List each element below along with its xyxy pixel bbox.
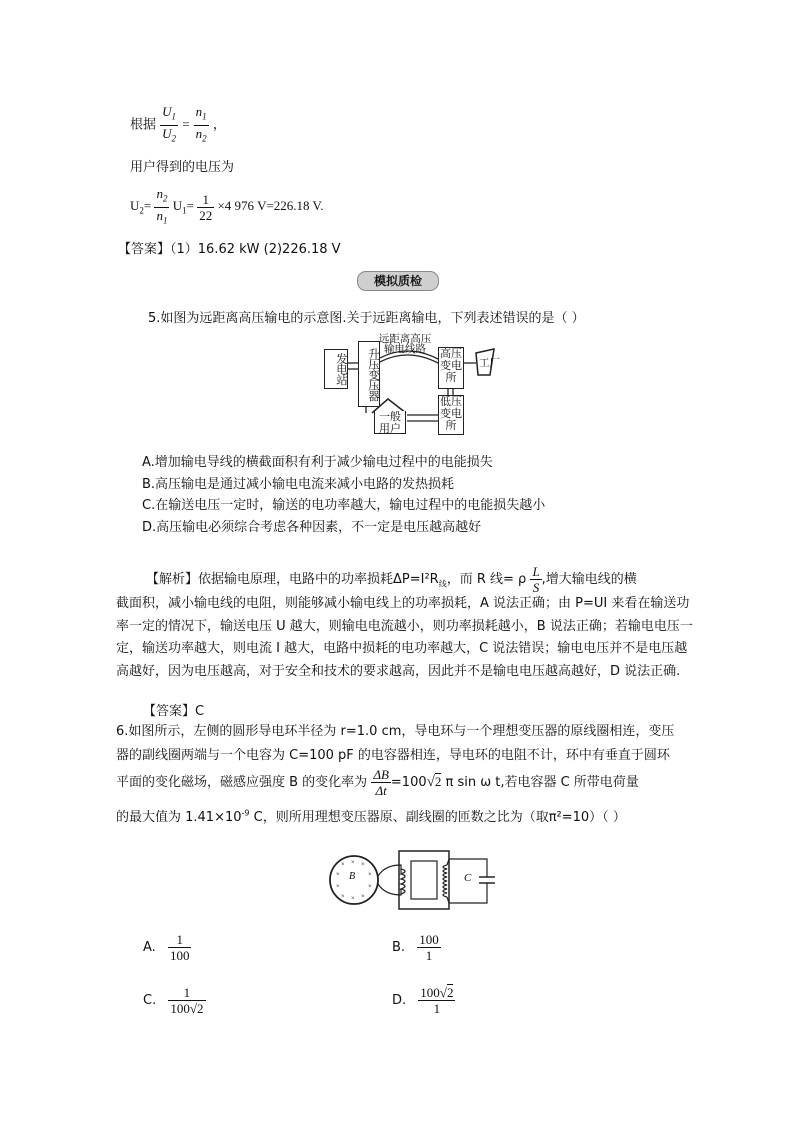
num: 1 — [168, 932, 192, 948]
option-fraction — [168, 932, 192, 963]
den: Δt — [375, 783, 387, 798]
factory-label: 工厂 — [479, 358, 500, 369]
q6-text: C，则所用理想变压器原、副线圈的匝数之比为（取π²=10）（ ） — [249, 810, 626, 825]
u1: U — [169, 198, 183, 214]
option-label: D. — [392, 993, 407, 1008]
sub: 2 — [139, 205, 144, 216]
sqrt-arg: 2 — [197, 1001, 204, 1016]
fraction-u1-u2 — [160, 104, 178, 146]
equals: = — [182, 116, 190, 132]
hv-substation-box: 高压变电所 — [438, 347, 464, 389]
option-label: A. — [143, 940, 156, 955]
sub: 1 — [171, 111, 177, 122]
option-fraction: $\frac{1}{100√2}$ — [170, 985, 204, 1016]
svg-text:×: × — [368, 884, 372, 890]
general-user-box: 一般用户 — [374, 411, 406, 434]
svg-text:×: × — [341, 862, 345, 868]
fraction-n1-n2 — [194, 104, 209, 146]
q6-option-b — [392, 932, 441, 963]
badge-label: 模拟质检 — [357, 271, 439, 291]
q5-analysis-body: 截面积，减小输电线的电阻，则能够减小输电线上的功率损耗，A 说法正确；由 P=UI 来看在输送功率一定的情况下，输送电压 U 越大，则输电电流越小，则功率损耗越小，B 说法正确；若输电电压一定，输送功率越大，则电流 I 越大，电路中损耗的电功率越大，C 说法错误；输电电压并不是电压越高越好，因为电压越高，对于安全和技术的要求越高，因此并不是输电电压越高越好，D 说法正确. — [116, 596, 693, 679]
num: 1 — [168, 985, 205, 1001]
eq: = — [186, 198, 194, 214]
q6-option-a — [143, 932, 191, 963]
sub: 1 — [182, 205, 187, 216]
fraction-db-dt — [371, 767, 391, 798]
option-label: C. — [143, 993, 157, 1008]
den: U — [162, 125, 172, 141]
sub: 2 — [162, 193, 168, 204]
fraction-l-s — [530, 564, 541, 595]
svg-text:×: × — [341, 894, 345, 900]
u2-calculation — [130, 186, 324, 228]
analysis-text: ,增大输电线的横 — [541, 572, 637, 587]
sqrt-arg: 2 — [446, 985, 454, 1000]
q6-option-c — [143, 985, 206, 1016]
sub: 1 — [202, 111, 207, 122]
step-up-transformer-box: 升压变压器 — [358, 341, 380, 407]
svg-text:×: × — [351, 896, 355, 902]
station-box: 发电站 — [324, 349, 348, 389]
section-badge — [357, 267, 437, 291]
num: 100 — [419, 932, 439, 947]
svg-text:×: × — [351, 860, 355, 866]
num: n — [195, 104, 203, 119]
den: S — [532, 580, 540, 595]
q6-stem-part1: 6.如图所示，左侧的圆形导电环半径为 r=1.0 cm，导电环与一个理想变压器的原线圈相连，变压器的副线圈两端与一个电容为 C=100 pF 的电容器相连，导电环的电阻不计，环中有垂直于圆环平面的变化磁场，磁感应强度 B 的变化率为 $\frac{\Delta B}{\Delta t}$ =100√2 π sin ω t,若电容器 C 所带电荷量 — [116, 724, 675, 798]
fraction-n2-n1 — [154, 186, 169, 228]
q5-power-transmission-diagram — [322, 335, 502, 435]
option-label: B. — [392, 940, 406, 955]
q5-option-c: C.在输送电压一定时，输送的电功率越大，输电过程中的电能损失越小 — [142, 498, 546, 513]
lv-substation-box: 低压变电所 — [438, 395, 464, 435]
svg-text:×: × — [361, 894, 365, 900]
num: U — [162, 104, 172, 119]
svg-text:×: × — [336, 884, 340, 890]
eq: = — [143, 198, 152, 214]
den: 100 — [170, 1001, 190, 1016]
ratio-formula-line — [130, 104, 226, 146]
analysis-text: ，而 R 线= ρ — [446, 572, 527, 587]
den: n — [195, 125, 203, 141]
fraction-1-22 — [197, 192, 214, 223]
num: ΔB — [373, 767, 389, 782]
sub: 1 — [162, 215, 168, 226]
q6-stem-part2 — [116, 806, 626, 825]
num: L — [532, 564, 540, 579]
text: ， — [212, 117, 226, 133]
q5-answer: 【答案】C — [143, 704, 205, 719]
sub: 2 — [202, 133, 207, 144]
result: ×4 976 V=226.18 V. — [217, 198, 324, 214]
transmission-line-label: 远距离高压输电线路 — [378, 334, 432, 355]
q5-option-b: B.高压输电是通过减小输电电流来减小电路的发热损耗 — [142, 477, 455, 492]
answer-1: 【答案】（1）16.62 kW (2)226.18 V — [118, 242, 341, 257]
q5-stem: 5.如图为远距离高压输电的示意图.关于远距离输电，下列表述错误的是（ ） — [148, 311, 585, 326]
num: 1 — [197, 192, 214, 208]
capacitor-label: C — [464, 872, 472, 884]
q6-option-d — [392, 985, 455, 1016]
q6-text: 的最大值为 1.41×10 — [116, 810, 242, 825]
num: n — [156, 186, 163, 201]
q5-option-d: D.高压输电必须综合考虑各种因素，不一定是电压越高越好 — [142, 520, 482, 535]
svg-text:×: × — [368, 872, 372, 878]
q5-option-a: A.增加输电导线的横截面积有利于减少输电过程中的电能损失 — [142, 455, 493, 470]
den: 1 — [433, 1001, 441, 1016]
sub: 线 — [438, 579, 447, 589]
q5-analysis-first-line — [146, 564, 637, 595]
option-fraction — [417, 932, 441, 963]
b-field-label: B — [349, 871, 356, 882]
text: 根据 — [130, 117, 157, 133]
user-voltage-label: 用户得到的电压为 — [130, 160, 235, 175]
q6-text: =100 — [390, 775, 427, 790]
analysis-text: 【解析】依据输电原理，电路中的功率损耗ΔP=I²R — [146, 572, 439, 587]
den: 1 — [425, 948, 433, 963]
sqrt-arg: 2 — [434, 774, 442, 789]
svg-text:×: × — [336, 872, 340, 878]
option-fraction: $\frac{100√2}{1}$ — [420, 985, 454, 1016]
sub: 2 — [171, 133, 177, 144]
u2: U — [130, 198, 140, 214]
num: 100 — [420, 985, 440, 1000]
den: 100 — [169, 948, 190, 963]
svg-text:×: × — [361, 862, 365, 868]
den: 22 — [199, 207, 213, 223]
q6-text: 6.如图所示，左侧的圆形导电环半径为 r=1.0 cm，导电环与一个理想变压器的原线圈相连，变压器的副线圈两端与一个电容为 C=100 pF 的电容器相连，导电环的电阻不计，环中有垂直于圆环平面的变化磁场，磁感应强度 B 的变化率为 — [116, 724, 675, 790]
q6-transformer-diagram — [327, 845, 497, 915]
q6-text: π sin ω t,若电容器 C 所带电荷量 — [441, 775, 639, 790]
sup: -9 — [241, 808, 250, 818]
den: n — [156, 207, 163, 223]
